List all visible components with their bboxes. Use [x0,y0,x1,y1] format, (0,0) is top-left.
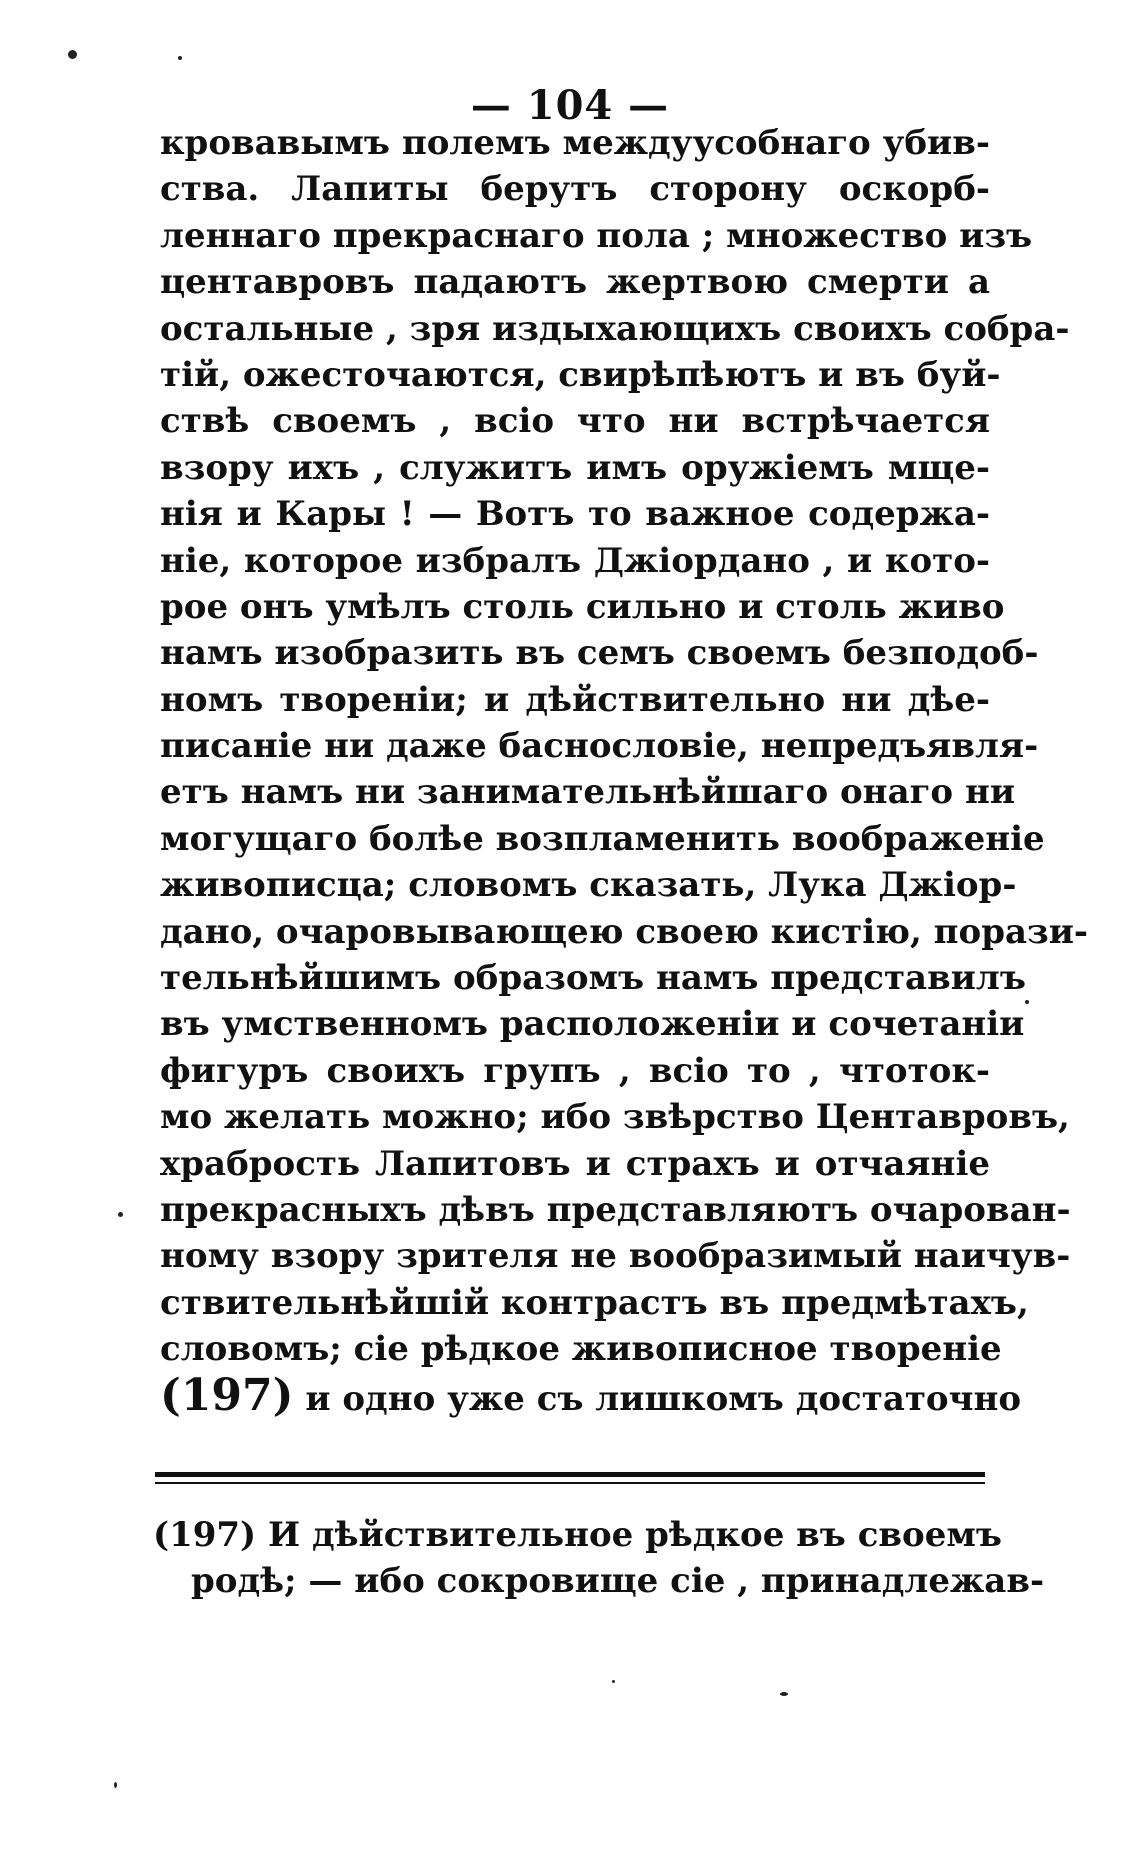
text-line: кровавымъ полемъ междуусобнаго убив- [160,123,990,163]
text-line: взору ихъ , служитъ имъ оружіемъ мще- [160,447,990,488]
text-line: рое онъ умѣлъ столь сильно и столь живо [160,586,1005,627]
text-line: прекрасныхъ дѣвъ представляютъ очарован- [160,1189,1071,1230]
scan-speck [178,56,182,60]
scan-speck [612,1680,615,1683]
text-line: мо желать можно; ибо звѣрство Центавровъ, [160,1097,1070,1138]
text-line: храбрость Лапитовъ и страхъ и отчаяніе [160,1143,990,1184]
text-line: ствительнѣйшій контрастъ въ предмѣтахъ, [160,1282,1029,1323]
scan-speck [1025,1000,1029,1004]
footnote-line: родѣ; — ибо сокровище сіе , принадлежав- [191,1561,1045,1602]
text-line: етъ намъ ни занимательнѣйшаго онаго ни [160,772,1016,813]
footnote-marker: (197) [160,1369,294,1421]
text-line: остальные , зря издыхающихъ своихъ собра- [160,308,1070,349]
scan-speck [780,1692,788,1696]
text-line: словомъ; сіе рѣдкое живописное твореніе [160,1329,1002,1370]
footnote [153,1512,1045,1605]
text-line: ному взору зрителя не вообразимый наичув- [160,1236,1071,1277]
text-line: леннаго прекраснаго пола ; множество изъ [160,215,1033,256]
footnote-rule-thin [155,1482,985,1484]
text-line: писаніе ни даже баснословіе, непредъявля- [160,726,1039,767]
text-line: могущаго болѣе возпламенить воображеніе [160,818,1045,859]
footnote-rule [155,1472,985,1477]
footnote-line: (197) И дѣйствительное рѣдкое въ своемъ [153,1515,1002,1555]
main-text [160,120,1089,1421]
text-line: тій, ожесточаются, свирѣпѣютъ и въ буй- [160,354,1001,395]
text-line: тельнѣйшимъ образомъ намъ представилъ [160,958,1026,999]
page-number: — 104 — [470,82,670,129]
text-line: центавровъ падаютъ жертвою смерти а [160,262,990,303]
text-line: фигуръ своихъ групъ , всіо то , чтоток- [160,1050,990,1091]
text-line: живописца; словомъ сказать, Лука Джіор- [160,865,1017,906]
text-line: намъ изобразить въ семъ своемъ безподоб- [160,633,1039,674]
text-line: въ умственномъ расположеніи и сочетаніи [160,1004,1025,1045]
text-line: номъ твореніи; и дѣйствительно ни дѣе- [160,679,990,720]
text-line: дано, очаровывающею своею кистію, порази- [160,911,1089,952]
scan-speck [114,1782,117,1788]
text-line: нія и Кары ! — Вотъ то важное содержа- [160,494,990,535]
scan-speck [68,50,77,59]
scan-speck [118,1212,123,1217]
text-line: ніе, которое избралъ Джіордано , и кото- [160,540,990,581]
text-line: ства. Лапиты берутъ сторону оскорб- [160,169,990,210]
text-line-with-note [160,1369,1022,1421]
text-line: ствѣ своемъ , всіо что ни встрѣчается [160,401,990,442]
text-line-remainder: и одно уже съ лишкомъ достаточно [305,1378,1022,1419]
